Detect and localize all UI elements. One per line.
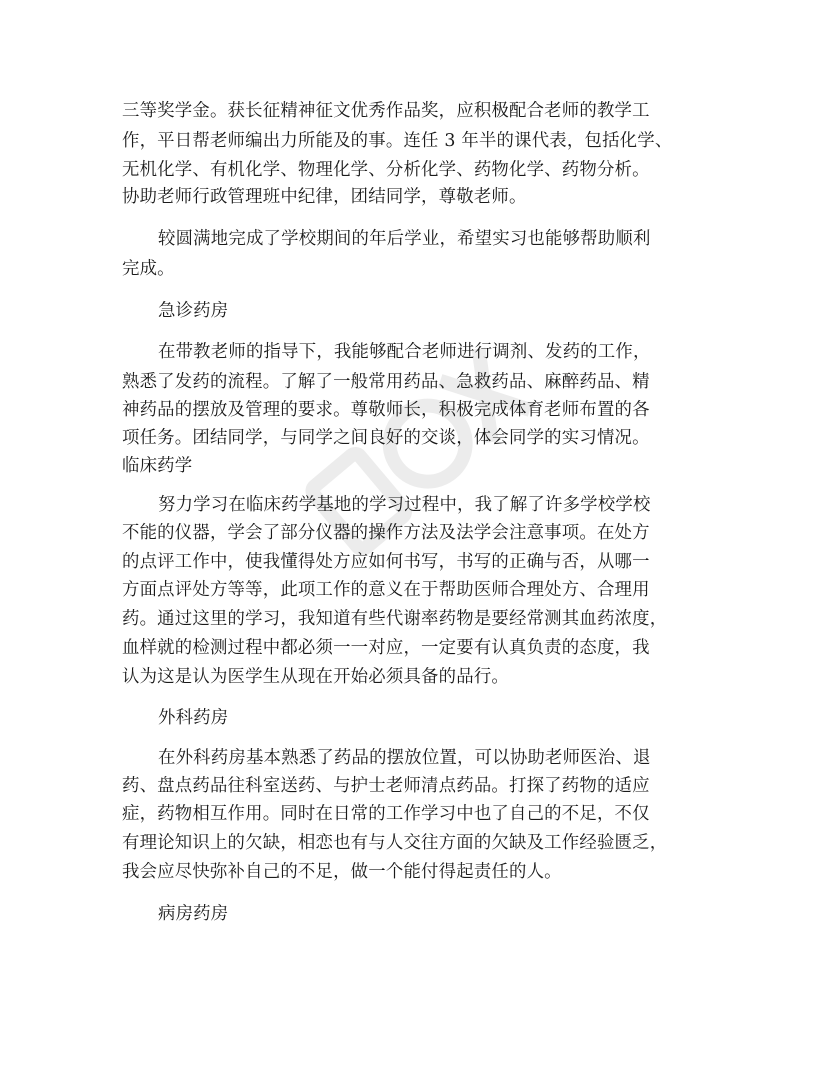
text-line: 的点评工作中，使我懂得处方应如何书写，书写的正确与否，从哪一	[122, 552, 650, 572]
text-line: 项任务。团结同学，与同学之间良好的交谈，体会同学的实习情况。	[122, 428, 650, 448]
text-line: 方面点评处方等等，此项工作的意义在于帮助医师合理处方、合理用	[122, 580, 650, 600]
text-line: 作，平日帮老师编出力所能及的事。连任 3 年半的课代表，包括化学、	[122, 131, 673, 151]
section-heading: 临床药学	[122, 456, 193, 476]
text-line: 我会应尽快弥补自己的不足，做一个能付得起责任的人。	[122, 862, 562, 882]
text-line: 完成。	[122, 259, 175, 279]
text-line: 症，药物相互作用。同时在日常的工作学习中也了自己的不足，不仅	[122, 804, 650, 824]
section-heading: 急诊药房	[158, 301, 229, 321]
text-line: 不能的仪器，学会了部分仪器的操作方法及法学会注意事项。在处方	[122, 523, 650, 543]
text-line: 在带教老师的指导下，我能够配合老师进行调剂、发药的工作，	[158, 342, 651, 362]
section-heading: 病房药房	[158, 904, 229, 924]
text-line: 熟悉了发药的流程。了解了一般常用药品、急救药品、麻醉药品、精	[122, 372, 650, 392]
text-line: 较圆满地完成了学校期间的年后学业，希望实习也能够帮助顺利	[158, 229, 651, 249]
text-line: 无机化学、有机化学、物理化学、分析化学、药物化学、药物分析。	[122, 160, 650, 180]
text-line: 药、盘点药品往科室送药、与护士老师清点药品。打探了药物的适应	[122, 776, 650, 796]
text-line: 血样就的检测过程中都必须一一对应，一定要有认真负责的态度，我	[122, 638, 650, 658]
text-line: 三等奖学金。获长征精神征文优秀作品奖，应积极配合老师的教学工	[122, 101, 650, 121]
text-line: 神药品的摆放及管理的要求。尊敬师长，积极完成体育老师布置的各	[122, 400, 650, 420]
text-line: 协助老师行政管理班中纪律，团结同学，尊敬老师。	[122, 187, 527, 207]
text-line: 认为这是认为医学生从现在开始必须具备的品行。	[122, 667, 509, 687]
section-heading: 外科药房	[158, 708, 229, 728]
text-line: 在外科药房基本熟悉了药品的摆放位置，可以协助老师医治、退	[158, 748, 651, 768]
text-line: 药。通过这里的学习，我知道有些代谢率药物是要经常测其血药浓度，	[122, 609, 668, 629]
text-line: 有理论知识上的欠缺，相恋也有与人交往方面的欠缺及工作经验匮乏，	[122, 833, 668, 853]
text-line: 努力学习在临床药学基地的学习过程中，我了解了许多学校学校	[158, 495, 651, 515]
